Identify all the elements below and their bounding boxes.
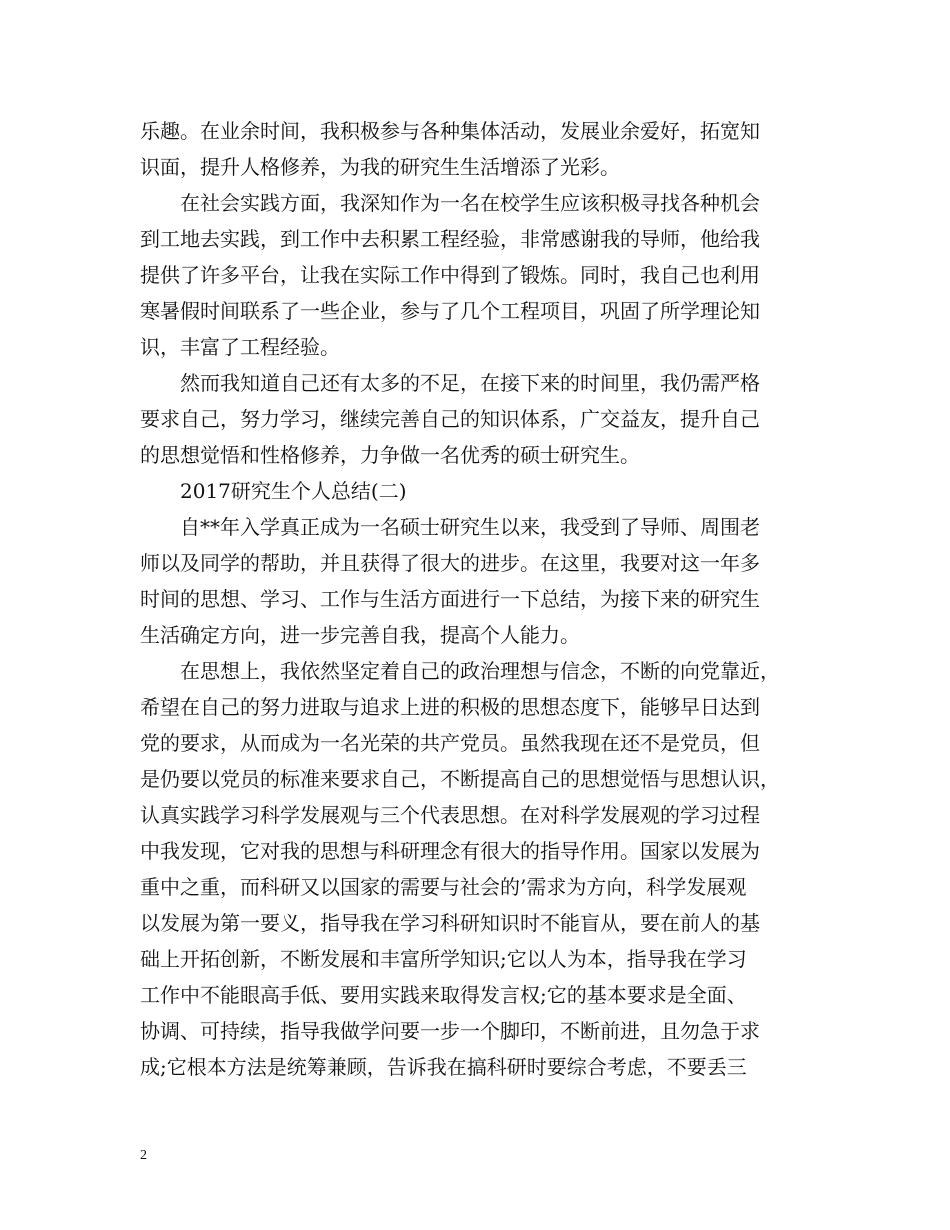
text-line: 时间的思想、学习、工作与生活方面进行一下总结，为接下来的研究生 bbox=[140, 587, 760, 611]
page-number: 2 bbox=[140, 1148, 147, 1163]
text-line: 识，丰富了工程经验。 bbox=[140, 335, 340, 359]
text-line: 提供了许多平台，让我在实际工作中得到了锻炼。同时，我自己也利用 bbox=[140, 263, 760, 287]
body-text bbox=[140, 113, 820, 1085]
text-line: 认真实践学习科学发展观与三个代表思想。在对科学发展观的学习过程 bbox=[140, 803, 760, 827]
text-line: 师以及同学的帮助，并且获得了很大的进步。在这里，我要对这一年多 bbox=[140, 551, 760, 575]
text-line: 识面，提升人格修养，为我的研究生生活增添了光彩。 bbox=[140, 155, 620, 179]
text-line: 以发展为第一要义，指导我在学习科研知识时不能盲从，要在前人的基 bbox=[140, 911, 760, 935]
text-line: 党的要求，从而成为一名光荣的共产党员。虽然我现在还不是党员，但 bbox=[140, 731, 760, 755]
text-line: 协调、可持续，指导我做学问要一步一个脚印，不断前进，且勿急于求 bbox=[140, 1019, 760, 1043]
text-line: 自**年入学真正成为一名硕士研究生以来，我受到了导师、周围老 bbox=[140, 515, 760, 539]
text-line: 寒暑假时间联系了一些企业，参与了几个工程项目，巩固了所学理论知 bbox=[140, 299, 760, 323]
text-line: 希望在自己的努力进取与追求上进的积极的思想态度下，能够早日达到 bbox=[140, 695, 760, 719]
text-line: 础上开拓创新，不断发展和丰富所学知识;它以人为本，指导我在学习 bbox=[140, 947, 747, 971]
text-line: 中我发现，它对我的思想与科研理念有很大的指导作用。国家以发展为 bbox=[140, 839, 760, 863]
text-line: 的思想觉悟和性格修养，力争做一名优秀的硕士研究生。 bbox=[140, 443, 640, 467]
text-line: 成;它根本方法是统筹兼顾，告诉我在搞科研时要综合考虑，不要丢三 bbox=[140, 1055, 747, 1079]
text-line: 然而我知道自己还有太多的不足，在接下来的时间里，我仍需严格 bbox=[140, 371, 760, 395]
text-line: 工作中不能眼高手低、要用实践来取得发言权;它的基本要求是全面、 bbox=[140, 983, 747, 1007]
text-line: 到工地去实践，到工作中去积累工程经验，非常感谢我的导师，他给我 bbox=[140, 227, 760, 251]
text-line: 乐趣。在业余时间，我积极参与各种集体活动，发展业余爱好，拓宽知 bbox=[140, 119, 760, 143]
text-line: 要求自己，努力学习，继续完善自己的知识体系，广交益友，提升自己 bbox=[140, 407, 760, 431]
text-line: 重中之重，而科研又以国家的需要与社会的’需求为方向，科学发展观 bbox=[140, 875, 747, 899]
text-line: 在思想上，我依然坚定着自己的政治理想与信念，不断的向党靠近， bbox=[140, 659, 780, 683]
text-line: 生活确定方向，进一步完善自我，提高个人能力。 bbox=[140, 623, 580, 647]
text-line: 在社会实践方面，我深知作为一名在校学生应该积极寻找各种机会 bbox=[140, 191, 760, 215]
section-heading: 2017研究生个人总结(二) bbox=[140, 479, 407, 503]
text-line: 是仍要以党员的标准来要求自己，不断提高自己的思想觉悟与思想认识， bbox=[140, 767, 780, 791]
